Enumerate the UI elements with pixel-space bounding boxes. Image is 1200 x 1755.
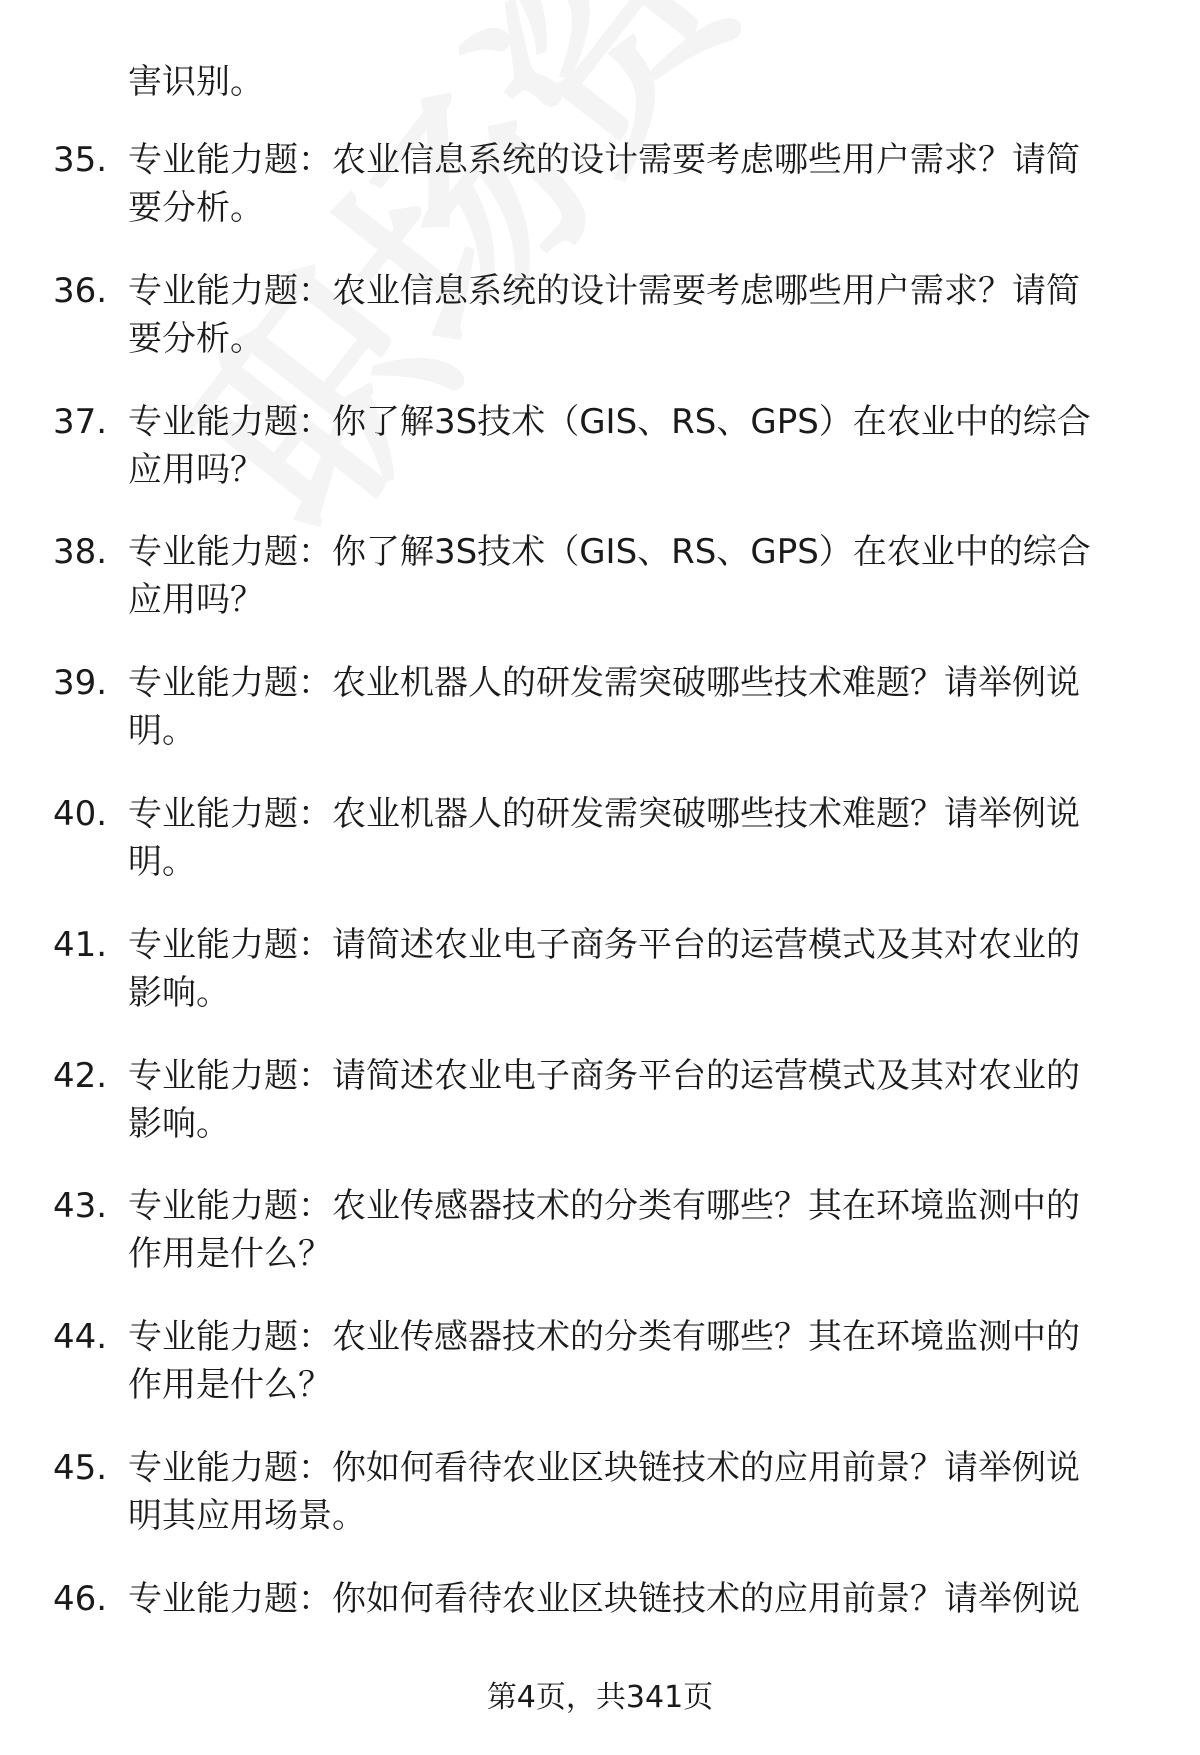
question-number: 36. <box>53 271 108 311</box>
question-text-line1: 专业能力题：农业信息系统的设计需要考虑哪些用户需求？请简 <box>128 140 1080 180</box>
question-text-line1: 专业能力题：请简述农业电子商务平台的运营模式及其对农业的 <box>128 1056 1080 1096</box>
question-number: 37. <box>53 402 108 442</box>
question-text-line2: 要分析。 <box>128 188 264 228</box>
question-text-line2: 要分析。 <box>128 319 264 359</box>
question-text-line2: 作用是什么？ <box>128 1365 332 1405</box>
question-number: 40. <box>53 794 108 834</box>
question-number: 35. <box>53 140 108 180</box>
question-text-line1: 专业能力题：农业传感器技术的分类有哪些？其在环境监测中的 <box>128 1317 1080 1357</box>
question-text-line1: 专业能力题：农业信息系统的设计需要考虑哪些用户需求？请简 <box>128 271 1080 311</box>
question-text-line1: 专业能力题：请简述农业电子商务平台的运营模式及其对农业的 <box>128 925 1080 965</box>
question-number: 43. <box>53 1186 108 1226</box>
question-text-line2: 影响。 <box>128 1104 230 1144</box>
question-text-line2: 作用是什么？ <box>128 1234 332 1274</box>
question-text-line1: 专业能力题：农业机器人的研发需突破哪些技术难题？请举例说 <box>128 663 1080 703</box>
question-text-line2: 应用吗？ <box>128 450 264 490</box>
question-number: 45. <box>53 1448 108 1488</box>
question-text-line1: 专业能力题：农业传感器技术的分类有哪些？其在环境监测中的 <box>128 1186 1080 1226</box>
question-text-line2: 影响。 <box>128 973 230 1013</box>
question-text-line2: 明。 <box>128 711 196 751</box>
question-number: 39. <box>53 663 108 703</box>
question-number: 44. <box>53 1317 108 1357</box>
continuation-text: 害识别。 <box>128 62 264 102</box>
question-number: 42. <box>53 1056 108 1096</box>
question-text-line2: 明其应用场景。 <box>128 1496 366 1536</box>
page-footer: 第4页，共341页 <box>486 1680 714 1715</box>
question-text-line1: 专业能力题：农业机器人的研发需突破哪些技术难题？请举例说 <box>128 794 1080 834</box>
question-text-line2: 应用吗？ <box>128 580 264 620</box>
question-text-line1: 专业能力题：你如何看待农业区块链技术的应用前景？请举例说 <box>128 1579 1080 1619</box>
question-number: 38. <box>53 532 108 572</box>
question-text-line1: 专业能力题：你如何看待农业区块链技术的应用前景？请举例说 <box>128 1448 1080 1488</box>
question-text-line2: 明。 <box>128 842 196 882</box>
question-text-line1: 专业能力题：你了解3S技术（GIS、RS、GPS）在农业中的综合 <box>128 532 1091 572</box>
question-text-line1: 专业能力题：你了解3S技术（GIS、RS、GPS）在农业中的综合 <box>128 402 1091 442</box>
question-number: 46. <box>53 1579 108 1619</box>
question-number: 41. <box>53 925 108 965</box>
